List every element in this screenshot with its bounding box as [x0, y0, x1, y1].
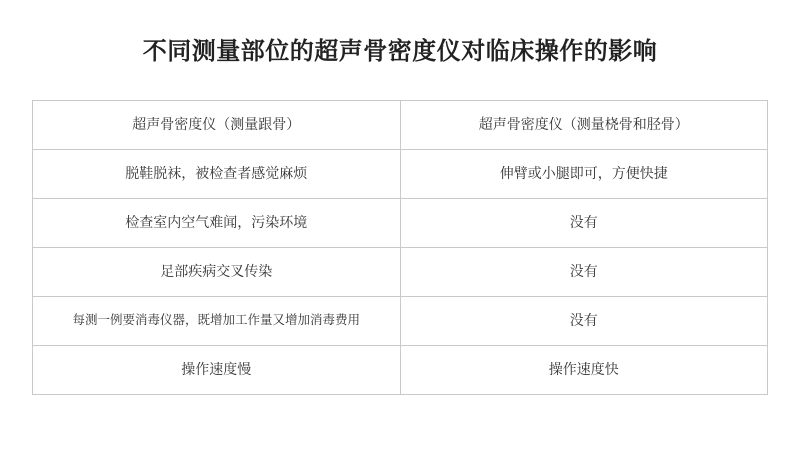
table-cell-right: 没有	[400, 248, 768, 297]
page-title: 不同测量部位的超声骨密度仪对临床操作的影响	[142, 38, 658, 65]
table-cell-right: 伸臂或小腿即可，方便快捷	[400, 150, 768, 199]
table-row	[33, 248, 768, 297]
table-header-row	[33, 101, 768, 150]
table-header-cell-right: 超声骨密度仪（测量桡骨和胫骨）	[400, 101, 768, 150]
table-cell-right: 没有	[400, 199, 768, 248]
table-body	[33, 101, 768, 395]
table-cell-left: 脱鞋脱袜，被检查者感觉麻烦	[33, 150, 401, 199]
table-row	[33, 297, 768, 346]
table-row	[33, 199, 768, 248]
table-row	[33, 150, 768, 199]
table-header-cell-left: 超声骨密度仪（测量跟骨）	[33, 101, 401, 150]
table-row	[33, 346, 768, 395]
table-cell-right: 操作速度快	[400, 346, 768, 395]
comparison-table	[32, 100, 768, 395]
comparison-table-container	[32, 100, 768, 395]
table-cell-right: 没有	[400, 297, 768, 346]
table-cell-left: 每测一例要消毒仪器，既增加工作量又增加消毒费用	[33, 297, 401, 346]
table-cell-left: 操作速度慢	[33, 346, 401, 395]
table-cell-left: 检查室内空气难闻，污染环境	[33, 199, 401, 248]
table-cell-left: 足部疾病交叉传染	[33, 248, 401, 297]
